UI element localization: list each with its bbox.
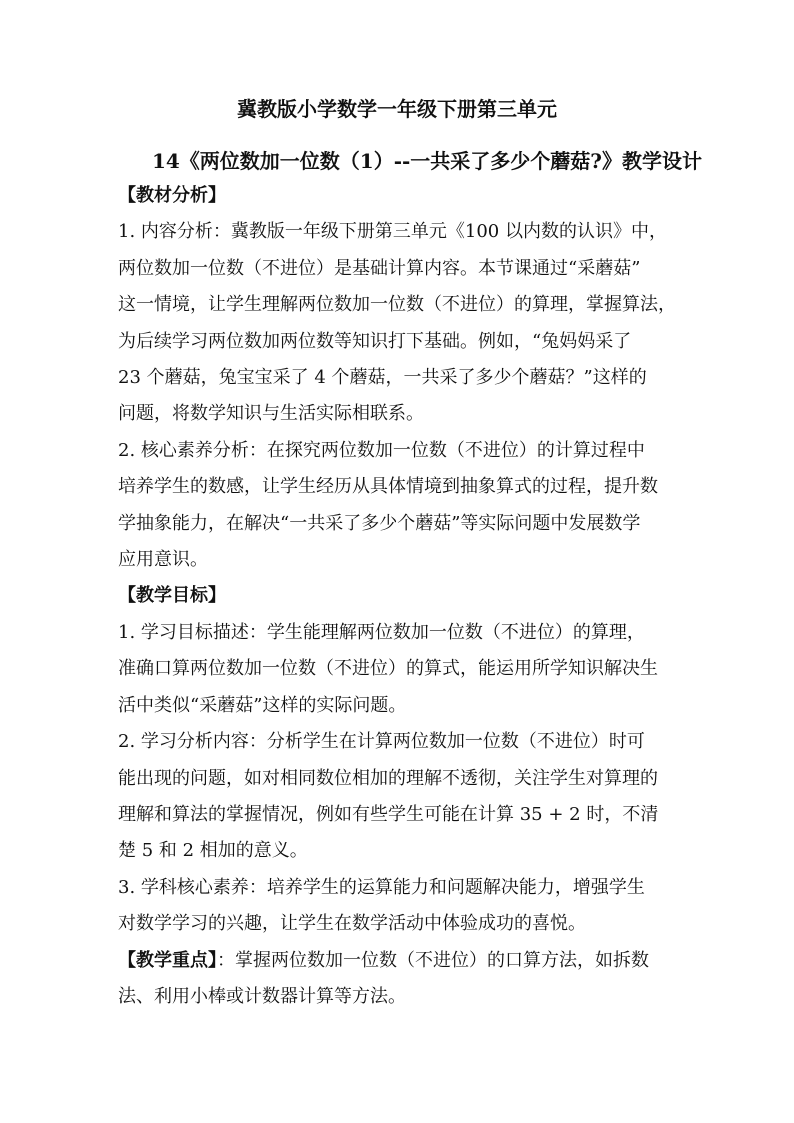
text-line: 1. 内容分析：冀教版一年级下册第三单元《100 以内数的认识》中， — [118, 221, 667, 243]
text-line: 1. 学习目标描述：学生能理解两位数加一位数（不进位）的算理， — [118, 621, 645, 643]
text-line: 3. 学科核心素养：培养学生的运算能力和问题解决能力，增强学生 — [118, 876, 645, 898]
keypoint-text: ：掌握两位数加一位数（不进位）的口算方法，如拆数 — [217, 949, 649, 971]
text-line: 培养学生的数感，让学生经历从具体情境到抽象算式的过程，提升数 — [118, 476, 658, 498]
text-line: 准确口算两位数加一位数（不进位）的算式，能运用所学知识解决生 — [118, 658, 658, 680]
text-line: 这一情境，让学生理解两位数加一位数（不进位）的算理，掌握算法， — [118, 294, 676, 316]
section-heading-objectives: 【教学目标】 — [118, 585, 226, 607]
text-line: 对数学学习的兴趣，让学生在数学活动中体验成功的喜悦。 — [118, 913, 586, 935]
text-line: 应用意识。 — [118, 549, 208, 571]
text-line: 为后续学习两位数加两位数等知识打下基础。例如，“兔妈妈采了 — [118, 330, 632, 352]
analysis-item-1 — [118, 214, 698, 432]
text-line: 问题，将数学知识与生活实际相联系。 — [118, 403, 424, 425]
text-line: 活中类似“采蘑菇”这样的实际问题。 — [118, 694, 407, 716]
analysis-item-2 — [118, 433, 698, 579]
objectives-item-3 — [118, 870, 698, 943]
text-line: 学抽象能力，在解决“一共采了多少个蘑菇”等实际问题中发展数学 — [118, 512, 641, 534]
text-line: 2. 学习分析内容：分析学生在计算两位数加一位数（不进位）时可 — [118, 731, 645, 753]
text-line: 能出现的问题，如对相同数位相加的理解不透彻，关注学生对算理的 — [118, 767, 658, 789]
document-subtitle: 14《两位数加一位数（1）--一共采了多少个蘑菇?》教学设计 — [151, 149, 703, 173]
text-line: 楚 5 和 2 相加的意义。 — [118, 840, 308, 862]
objectives-item-2 — [118, 724, 698, 870]
text-line: 2. 核心素养分析：在探究两位数加一位数（不进位）的计算过程中 — [118, 439, 645, 461]
document-body — [118, 178, 698, 1015]
document-title: 冀教版小学数学一年级下册第三单元 — [237, 97, 557, 121]
objectives-item-1 — [118, 615, 698, 724]
section-heading-analysis: 【教材分析】 — [118, 185, 226, 206]
keypoint-paragraph — [118, 943, 698, 1016]
text-line: 两位数加一位数（不进位）是基础计算内容。本节课通过“采蘑菇” — [118, 257, 641, 279]
keypoint-first-line — [118, 943, 698, 979]
section-heading-keypoint: 【教学重点】 — [118, 949, 217, 971]
text-line: 法、利用小棒或计数器计算等方法。 — [118, 985, 406, 1007]
text-line: 23 个蘑菇，兔宝宝采了 4 个蘑菇，一共采了多少个蘑菇？”这样的 — [118, 367, 647, 389]
text-line: 理解和算法的掌握情况，例如有些学生可能在计算 35 + 2 时，不清 — [118, 803, 659, 825]
